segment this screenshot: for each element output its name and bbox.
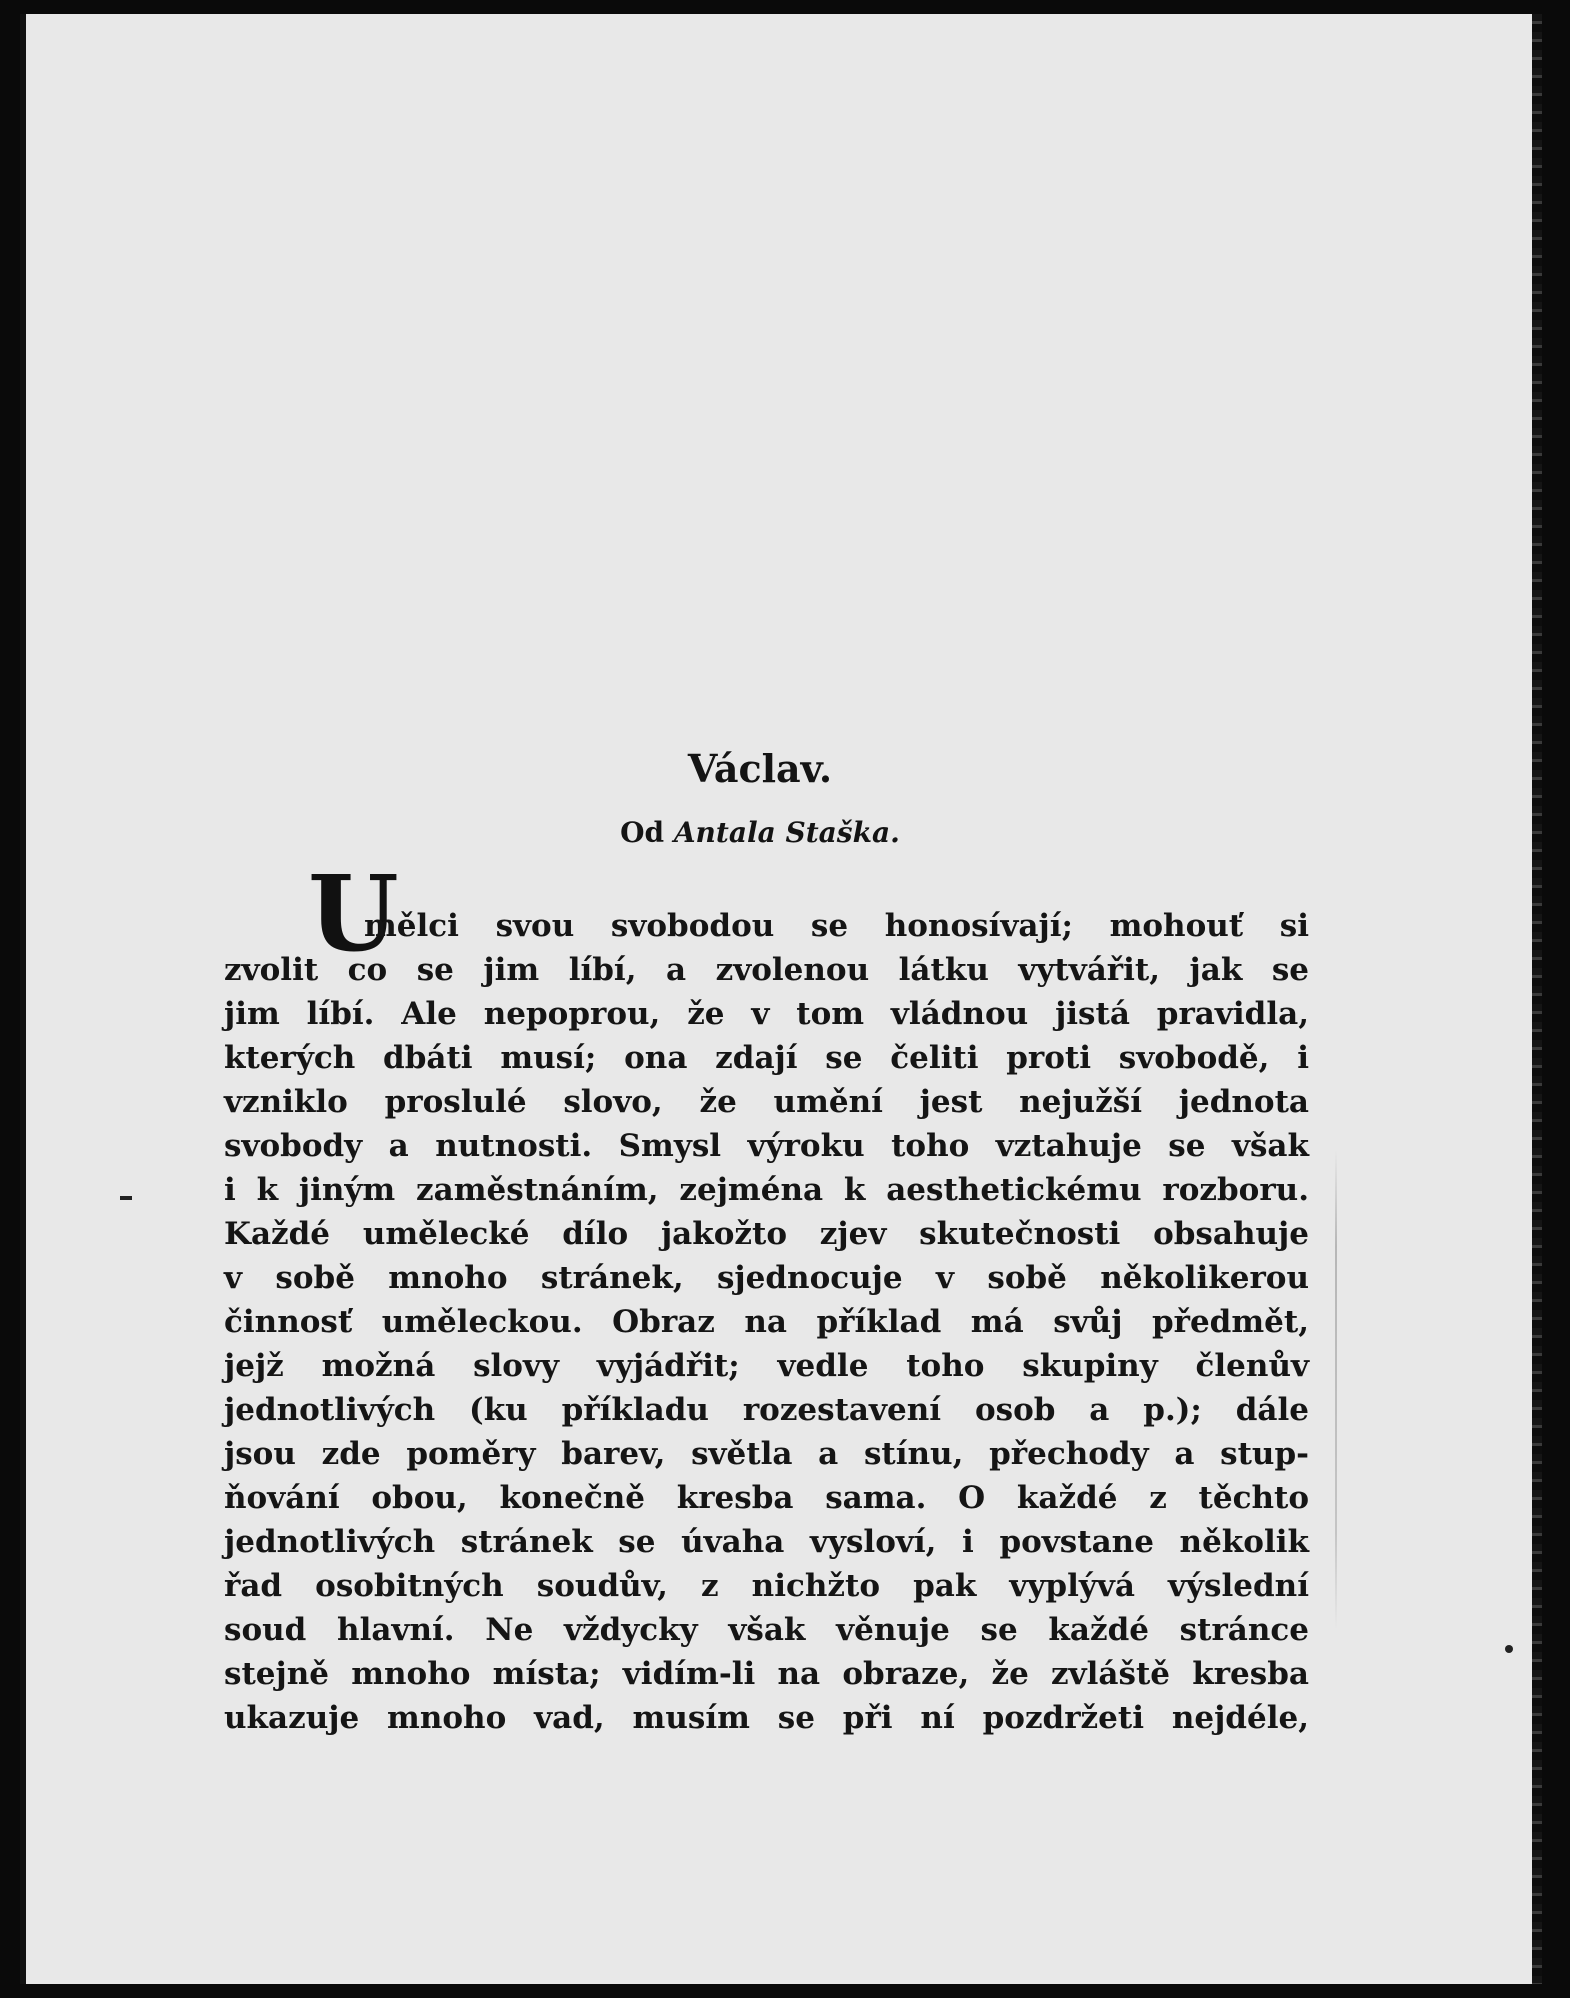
text-line: svobody a nutnosti. Smysl výroku toho vztahuje se však [224,1128,1309,1164]
text-line: řad osobitných soudův, z nichžto pak vyplývá výslední [224,1568,1309,1604]
right-page-edge [1532,14,1542,1984]
text-line: vzniklo proslulé slovo, že umění jest nejužší jednota [224,1084,1309,1120]
left-border-line [20,14,26,1984]
text-line: jsou zde poměry barev, světla a stínu, přechody a stup- [224,1436,1309,1472]
text-line: mělci svou svobodou se honosívají; mohouť si [364,908,1309,944]
text-line: v sobě mnoho stránek, sjednocuje v sobě několikerou [224,1260,1309,1296]
text-line: jednotlivých stránek se úvaha vysloví, i povstane několik [224,1524,1309,1560]
text-line: ňování obou, konečně kresba sama. O každé z těchto [224,1480,1309,1516]
drop-cap: U [308,852,399,975]
text-line: jednotlivých (ku příkladu rozestavení osob a p.); dále [224,1392,1309,1428]
text-line: kterých dbáti musí; ona zdají se čeliti proti svobodě, i [224,1040,1309,1076]
paper-fold-line [1335,1150,1337,1630]
page-title: Václav. [687,746,833,791]
margin-dot-mark [1505,1645,1513,1653]
text-line: i k jiným zaměstnáním, zejména k aesthetickému rozboru. [224,1172,1309,1208]
text-line: Každé umělecké dílo jakožto zjev skutečnosti obsahuje [224,1216,1309,1252]
text-line: stejně mnoho místa; vidím-li na obraze, že zvláště kresba [224,1656,1309,1692]
text-line: činnosť uměleckou. Obraz na příklad má svůj předmět, [224,1304,1309,1340]
margin-dash-mark [120,1196,132,1200]
text-line: jim líbí. Ale nepoprou, že v tom vládnou jistá pravidla, [224,996,1309,1032]
text-line: soud hlavní. Ne vždycky však věnuje se každé stránce [224,1612,1309,1648]
text-line: jejž možná slovy vyjádřit; vedle toho skupiny členův [224,1348,1309,1384]
byline-prefix: Od [620,816,665,849]
text-line: zvolit co se jim líbí, a zvolenou látku vytvářit, jak se [224,952,1309,988]
text-line: ukazuje mnoho vad, musím se při ní pozdržeti nejdéle, [224,1700,1309,1736]
byline-author: Antala Staška. [673,816,900,849]
body-text [224,904,1309,1740]
author-byline [500,816,1020,849]
